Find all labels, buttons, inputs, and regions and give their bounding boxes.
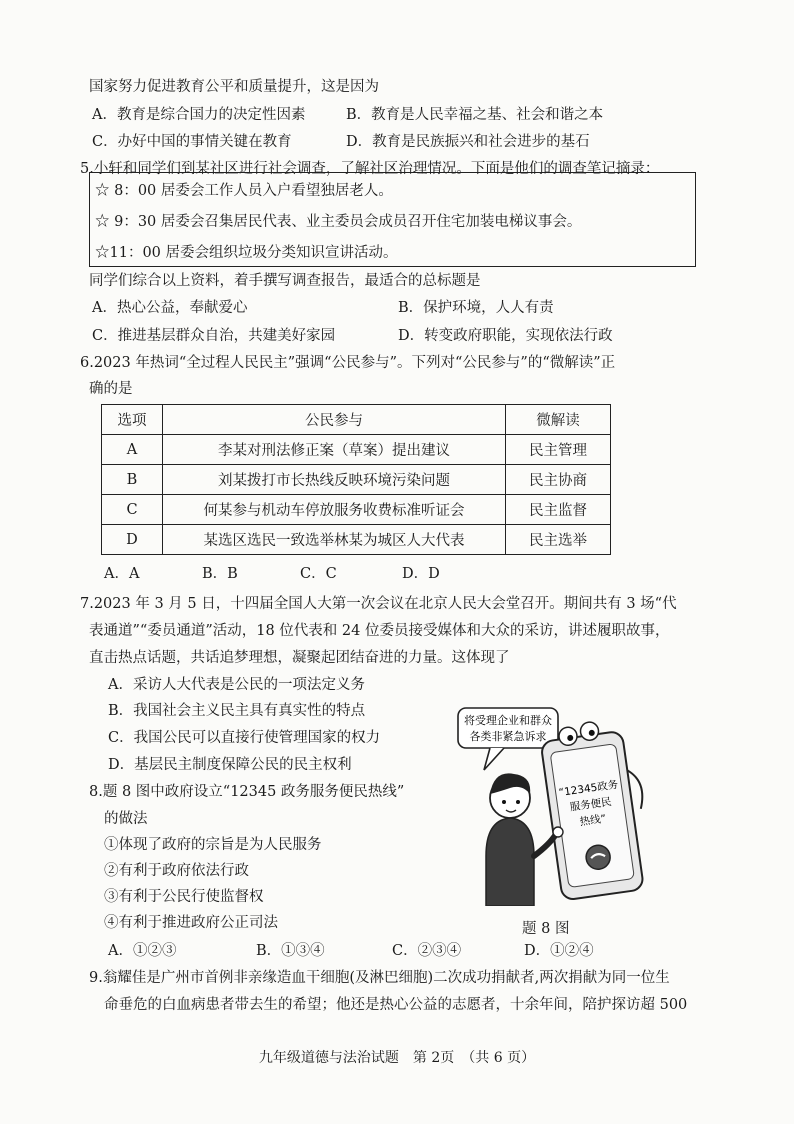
q4-option-d: D．教育是民族振兴和社会进步的基石 <box>346 134 590 150</box>
q7-option-d: D．基层民主制度保障公民的民主权利 <box>108 757 352 773</box>
q4-option-c: C．办好中国的事情关键在教育 <box>92 134 292 150</box>
q5-note-2: ☆ 9：30 居委会召集居民代表、业主委员会成员召开住宅加装电梯议事会。 <box>95 214 582 230</box>
q8-item-4: ④有利于推进政府公正司法 <box>104 915 278 931</box>
q8-stem-2: 的做法 <box>104 811 148 827</box>
q5-follow: 同学们综合以上资料，着手撰写调查报告，最适合的总标题是 <box>89 273 481 289</box>
q6-option-d: D．D <box>402 566 440 582</box>
q6-cell-interpretation: 民主协商 <box>506 465 611 495</box>
q6-cell-label: D <box>102 525 163 555</box>
q5-note-3: ☆11：00 居委会组织垃圾分类知识宣讲活动。 <box>95 245 398 261</box>
q6-stem-2: 确的是 <box>89 381 133 397</box>
q6-table <box>101 404 611 555</box>
bubble-text-1: 将受理企业和群众 <box>464 714 552 727</box>
q8-item-3: ③有利于公民行使监督权 <box>104 889 264 905</box>
q5-option-b: B．保护环境，人人有责 <box>398 300 554 316</box>
q5-option-a: A．热心公益，奉献爱心 <box>92 300 248 316</box>
table-row <box>102 525 611 555</box>
q6-cell-label: B <box>102 465 163 495</box>
hotline-cartoon <box>440 706 660 906</box>
q6-cell-participation: 某选区选民一致选举林某为城区人大代表 <box>163 525 506 555</box>
q7-option-c: C．我国公民可以直接行使管理国家的权力 <box>108 730 381 746</box>
q5-notes-box <box>89 172 696 267</box>
q9-line-1: 9.翁耀佳是广州市首例非亲缘造血干细胞(及淋巴细胞)二次成功捐献者,两次捐献为同一位生 <box>89 970 670 986</box>
q8-item-2: ②有利于政府依法行政 <box>104 863 249 879</box>
q6-header-interpretation: 微解读 <box>506 405 611 435</box>
q8-figure <box>440 706 660 906</box>
q8-option-c: C．②③④ <box>392 943 462 959</box>
q6-cell-interpretation: 民主管理 <box>506 435 611 465</box>
page-footer: 九年级道德与法治试题 第 2页 （共 6 页） <box>258 1050 536 1066</box>
q8-figure-caption: 题 8 图 <box>522 921 570 937</box>
q6-cell-label: A <box>102 435 163 465</box>
q6-stem-1: 6.2023 年热词“全过程人民民主”强调“公民参与”。下列对“公民参与”的“微解读”正 <box>80 355 616 371</box>
q5-option-c: C．推进基层群众自治，共建美好家园 <box>92 328 336 344</box>
q6-cell-participation: 李某对刑法修正案（草案）提出建议 <box>163 435 506 465</box>
q6-option-b: B．B <box>202 566 238 582</box>
q6-cell-participation: 何某参与机动车停放服务收费标准听证会 <box>163 495 506 525</box>
q7-option-a: A．采访人大代表是公民的一项法定义务 <box>108 677 365 693</box>
q8-option-d: D．①②④ <box>524 943 594 959</box>
q6-cell-interpretation: 民主监督 <box>506 495 611 525</box>
table-row <box>102 465 611 495</box>
q9-line-2: 命垂危的白血病患者带去生的希望；他还是热心公益的志愿者，十余年间，陪护探访超 500 <box>104 997 688 1013</box>
q5-stem: 5.小轩和同学们到某社区进行社会调查，了解社区治理情况。下面是他们的调查笔记摘录： <box>80 161 660 177</box>
q6-header-option: 选项 <box>102 405 163 435</box>
q8-stem-1: 8.题 8 图中政府设立“12345 政务服务便民热线” <box>89 784 405 800</box>
phone-text-1: “12345政务 <box>558 778 619 799</box>
q6-cell-interpretation: 民主选举 <box>506 525 611 555</box>
q4-stem-end: 国家努力促进教育公平和质量提升，这是因为 <box>89 79 379 95</box>
table-row <box>102 495 611 525</box>
q8-item-1: ①体现了政府的宗旨是为人民服务 <box>104 837 322 853</box>
q6-cell-label: C <box>102 495 163 525</box>
q7-option-b: B．我国社会主义民主具有真实性的特点 <box>108 703 366 719</box>
phone-text-2: 服务便民 <box>569 795 613 814</box>
table-row <box>102 435 611 465</box>
q8-option-b: B．①③④ <box>256 943 325 959</box>
q7-stem-1: 7.2023 年 3 月 5 日，十四届全国人大第一次会议在北京人民大会堂召开。期间共有 3 场“代 <box>80 596 677 612</box>
q4-option-a: A．教育是综合国力的决定性因素 <box>92 107 306 123</box>
q4-option-b: B．教育是人民幸福之基、社会和谐之本 <box>346 107 604 123</box>
q7-stem-3: 直击热点话题，共话追梦理想，凝聚起团结奋进的力量。这体现了 <box>89 650 510 666</box>
q5-option-d: D．转变政府职能，实现依法行政 <box>398 328 613 344</box>
q7-stem-2: 表通道”“委员通道”活动，18 位代表和 24 位委员接受媒体和大众的采访，讲述履职故事， <box>89 623 670 639</box>
q6-option-a: A．A <box>104 566 140 582</box>
bubble-text-2: 各类非紧急诉求 <box>469 730 547 743</box>
phone-text-3: 热线” <box>579 812 607 829</box>
q6-cell-participation: 刘某拨打市长热线反映环境污染问题 <box>163 465 506 495</box>
q6-header-participation: 公民参与 <box>163 405 506 435</box>
q8-option-a: A．①②③ <box>108 943 177 959</box>
q5-note-1: ☆ 8：00 居委会工作人员入户看望独居老人。 <box>95 183 393 199</box>
q6-option-c: C．C <box>300 566 337 582</box>
